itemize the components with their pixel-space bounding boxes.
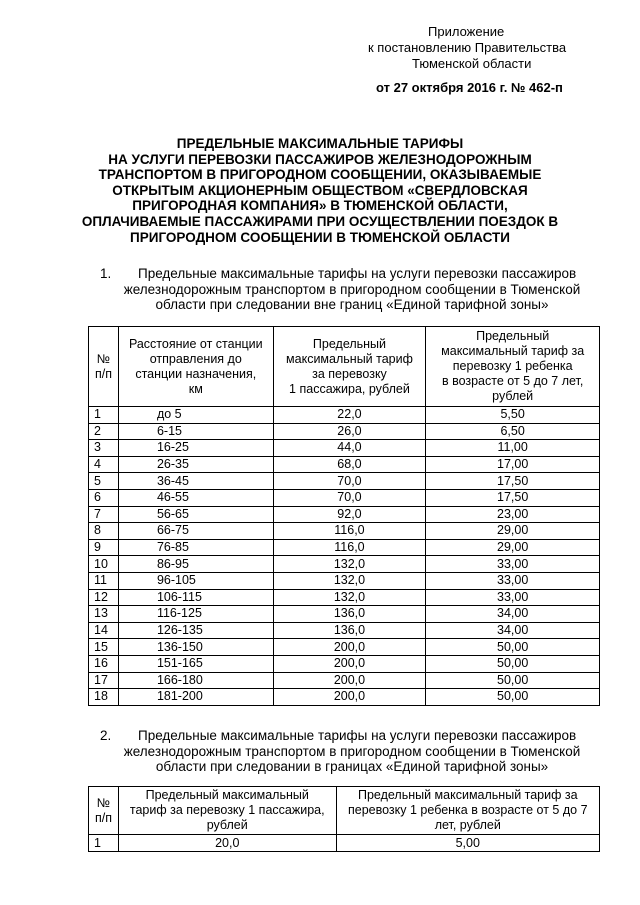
cell-c: 17,00 (426, 456, 600, 473)
cell-n: 4 (89, 456, 119, 473)
title-line: ПРЕДЕЛЬНЫЕ МАКСИМАЛЬНЫЕ ТАРИФЫ (176, 136, 464, 151)
cell-c: 17,50 (426, 473, 600, 490)
cell-a: 22,0 (273, 407, 426, 424)
header-line: Предельный максимальный тариф за (357, 788, 578, 802)
table-row (89, 639, 600, 656)
title-line: ПРИГОРОДНАЯ КОМПАНИЯ» В ТЮМЕНСКОЙ ОБЛАСТИ, (132, 198, 508, 214)
cell-n: 1 (89, 407, 119, 424)
table-row (89, 655, 600, 672)
header-line: № (96, 795, 111, 810)
cell-d: 181-200 (118, 689, 273, 706)
appendix-resolution: к постановлению Правительства (368, 40, 567, 55)
cell-c: 17,50 (426, 489, 600, 506)
cell-d: 136-150 (118, 639, 273, 656)
tariff-table-outside-zone (88, 326, 600, 706)
header-num (89, 787, 119, 835)
cell-c: 29,00 (426, 539, 600, 556)
table-row (89, 506, 600, 523)
header-line: п/п (94, 810, 112, 825)
appendix-region: Тюменской области (412, 56, 532, 71)
cell-c: 6,50 (426, 423, 600, 440)
header-line: рублей (492, 389, 534, 403)
header-distance (118, 327, 273, 407)
cell-a: 26,0 (273, 423, 426, 440)
section1-line: области при следовании вне границ «Единой тарифной зоны» (155, 297, 549, 313)
cell-d: 46-55 (118, 489, 273, 506)
header-line: Предельный максимальный (145, 788, 309, 802)
header-line: рублей (206, 818, 248, 832)
table-row (89, 423, 600, 440)
cell-d: 26-35 (118, 456, 273, 473)
cell-n: 6 (89, 489, 119, 506)
header-line: км (188, 381, 203, 396)
cell-d: 66-75 (118, 523, 273, 540)
cell-n: 7 (89, 506, 119, 523)
cell-a: 70,0 (273, 473, 426, 490)
header-line: п/п (94, 366, 112, 381)
cell-n: 3 (89, 440, 119, 457)
cell-a: 44,0 (273, 440, 426, 457)
section1-paragraph (92, 266, 612, 313)
header-line: 1 пассажира, рублей (289, 381, 410, 396)
header-line: тариф за перевозку 1 пассажира, (129, 803, 325, 817)
cell-c: 50,00 (426, 639, 600, 656)
cell-d: до 5 (118, 407, 273, 424)
table-row (89, 589, 600, 606)
header-line: перевозку 1 ребенка в возрасте от 5 до 7 (348, 803, 588, 817)
table-row (89, 672, 600, 689)
section2-number: 2. (100, 728, 112, 743)
appendix-block (360, 24, 600, 96)
cell-n: 5 (89, 473, 119, 490)
title-line: ОТКРЫТЫМ АКЦИОНЕРНЫМ ОБЩЕСТВОМ «СВЕРДЛОВСКАЯ (112, 182, 528, 198)
cell-c: 29,00 (426, 523, 600, 540)
cell-d: 16-25 (118, 440, 273, 457)
title-line: ТРАНСПОРТОМ В ПРИГОРОДНОМ СООБЩЕНИИ, ОКАЗЫВАЕМЫЕ (98, 167, 542, 183)
section1-line: Предельные максимальные тарифы на услуги перевозки пассажиров (138, 266, 577, 281)
section2-line: области при следовании в границах «Единой тарифной зоны» (155, 759, 549, 775)
cell-c: 33,00 (426, 572, 600, 589)
title-line: НА УСЛУГИ ПЕРЕВОЗКИ ПАССАЖИРОВ ЖЕЛЕЗНОДОРОЖНЫМ (108, 151, 532, 167)
cell-a: 200,0 (273, 689, 426, 706)
section1-number: 1. (100, 266, 112, 281)
table-row (89, 440, 600, 457)
cell-d: 126-135 (118, 622, 273, 639)
table-row (89, 572, 600, 589)
cell-a: 116,0 (273, 539, 426, 556)
table-row (89, 622, 600, 639)
cell-a: 200,0 (273, 655, 426, 672)
cell-a: 132,0 (273, 572, 426, 589)
cell-n: 8 (89, 523, 119, 540)
header-adult-tariff (118, 787, 336, 835)
header-line: № (96, 351, 111, 366)
table-row (89, 556, 600, 573)
appendix-heading: Приложение (428, 24, 505, 39)
title-line: ОПЛАЧИВАЕМЫЕ ПАССАЖИРАМИ ПРИ ОСУЩЕСТВЛЕНИИ ПОЕЗДОК В (81, 213, 559, 229)
table-row (89, 835, 600, 852)
cell-a: 20,0 (118, 835, 336, 852)
cell-n: 17 (89, 672, 119, 689)
cell-c: 23,00 (426, 506, 600, 523)
table-row (89, 473, 600, 490)
table-row (89, 523, 600, 540)
tariff-table-single-zone (88, 786, 600, 852)
table-row (89, 689, 600, 706)
cell-a: 132,0 (273, 589, 426, 606)
cell-n: 2 (89, 423, 119, 440)
cell-d: 116-125 (118, 606, 273, 623)
title-line: ПРИГОРОДНОМ СООБЩЕНИИ В ТЮМЕНСКОЙ ОБЛАСТИ (130, 229, 510, 245)
section2-line: Предельные максимальные тарифы на услуги перевозки пассажиров (138, 728, 577, 743)
cell-d: 166-180 (118, 672, 273, 689)
cell-n: 16 (89, 655, 119, 672)
cell-a: 132,0 (273, 556, 426, 573)
cell-d: 36-45 (118, 473, 273, 490)
cell-n: 11 (89, 572, 119, 589)
header-line: отправления до (149, 351, 242, 366)
header-line: Расстояние от станции (128, 336, 263, 351)
cell-c: 5,50 (426, 407, 600, 424)
cell-n: 13 (89, 606, 119, 623)
header-num (89, 327, 119, 407)
cell-a: 68,0 (273, 456, 426, 473)
header-adult-tariff (273, 327, 426, 407)
appendix-date-number: от 27 октября 2016 г. № 462-п (376, 80, 563, 95)
cell-n: 10 (89, 556, 119, 573)
header-child-tariff (426, 327, 600, 407)
header-line: Предельный (476, 329, 550, 343)
cell-c: 33,00 (426, 589, 600, 606)
cell-n: 15 (89, 639, 119, 656)
cell-n: 9 (89, 539, 119, 556)
table-row (89, 456, 600, 473)
header-line: максимальный тариф (286, 351, 413, 366)
cell-a: 92,0 (273, 506, 426, 523)
cell-d: 76-85 (118, 539, 273, 556)
section2-paragraph (92, 728, 612, 775)
table-row (89, 489, 600, 506)
cell-n: 1 (89, 835, 119, 852)
header-line: перевозку 1 ребенка (452, 359, 573, 373)
cell-a: 200,0 (273, 639, 426, 656)
cell-a: 116,0 (273, 523, 426, 540)
header-line: Предельный (312, 336, 387, 351)
cell-c: 34,00 (426, 622, 600, 639)
table-row (89, 539, 600, 556)
table-row (89, 407, 600, 424)
cell-d: 106-115 (118, 589, 273, 606)
cell-d: 151-165 (118, 655, 273, 672)
header-child-tariff (336, 787, 599, 835)
cell-d: 56-65 (118, 506, 273, 523)
cell-d: 6-15 (118, 423, 273, 440)
section1-line: железнодорожным транспортом в пригородном сообщении в Тюменской (123, 281, 581, 297)
header-line: максимальный тариф за (441, 344, 585, 358)
section2-line: железнодорожным транспортом в пригородном сообщении в Тюменской (123, 743, 581, 759)
cell-a: 70,0 (273, 489, 426, 506)
header-line: за перевозку (312, 366, 387, 381)
cell-n: 18 (89, 689, 119, 706)
cell-c: 50,00 (426, 689, 600, 706)
cell-d: 86-95 (118, 556, 273, 573)
table-row (89, 606, 600, 623)
header-line: в возрасте от 5 до 7 лет, (441, 374, 584, 388)
cell-c: 50,00 (426, 655, 600, 672)
cell-n: 12 (89, 589, 119, 606)
cell-c: 33,00 (426, 556, 600, 573)
cell-a: 136,0 (273, 606, 426, 623)
cell-c: 50,00 (426, 672, 600, 689)
document-title (60, 136, 580, 245)
cell-c: 5,00 (336, 835, 599, 852)
cell-c: 34,00 (426, 606, 600, 623)
cell-c: 11,00 (426, 440, 600, 457)
header-line: лет, рублей (434, 818, 501, 832)
cell-a: 200,0 (273, 672, 426, 689)
header-line: станции назначения, (135, 366, 257, 381)
cell-n: 14 (89, 622, 119, 639)
cell-a: 136,0 (273, 622, 426, 639)
cell-d: 96-105 (118, 572, 273, 589)
